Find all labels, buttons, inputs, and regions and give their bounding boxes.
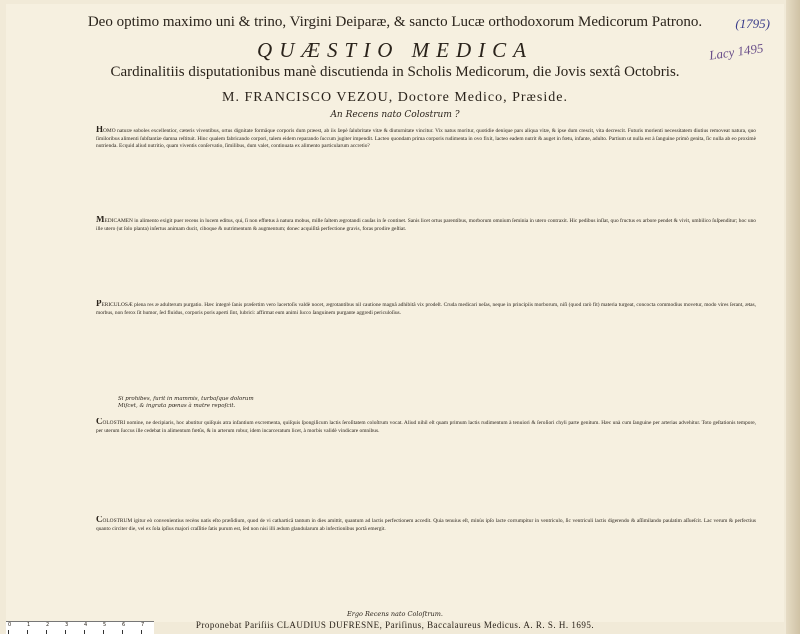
handwritten-year: (1795) <box>735 16 770 31</box>
ruler-tick <box>46 630 47 634</box>
paragraph-text: OLOSTRUM igitur eò convenientius recèns natis eſto præſidium, quod de vi catharticâ tantum in dies amittit, quantum ad lactis perfectionem accedit. Quia tenuius eſt, minùs ipſo lacte corrumpitur in ventriculo, ſic ventriculi lactis digerendo & aſſimilando paulatim aſſueſcit. Lac verum & perfectius quanto circiter die, vel ex ſola ipſius majori craſſitie ſatis purum est, ſed non nisi illi ædum glandularum ab infectionibus portâ emergit. <box>96 518 756 532</box>
ruler-label: 0 <box>8 622 12 628</box>
drop-cap: P <box>96 300 102 308</box>
paragraph-5 <box>96 516 756 608</box>
ruler-label: 3 <box>65 622 69 628</box>
paragraph-text: OMO naturæ soboles excellentior, cæteris viventibus, ortus dignitate formâque corporis dum præest, ab iis ſæpè ſalubritate vitæ & diuturnitate vincitur. Vix natus moritur, quotidie denique pars aliqua vitæ, & ipse dum crescit, vita decrescit. Futuris morienti necessitatem diutius removeat natura, quo ſimiloribus alimenti ſubſtantiæ damna reſtituit. Hinc qualem fabricando corpori, talem eidem reparando ſuccum jugiter impendit. Lacteo quondam prima corporis rudimenta in ovo fixit, lacteo eadem nutrit & auget in fœtu, infante, adulto. Partium ut nulla est à ſanguine primò genita, ſic nulla ab eo proximè nutrienda. Ecquid aliud nutritio, quam viventis conſervatio, ſimilibus, dum valet, continuata ex alimento particularum accretio? <box>96 128 756 149</box>
imprint-footer: Proponebat Pariſiis CLAUDIUS DUFRESNE, Pariſinus, Baccalaureus Medicus. A. R. S. H. 1695. <box>195 620 595 630</box>
paragraph-4 <box>96 418 756 510</box>
question-line: An Recens nato Colostrum ? <box>330 110 460 120</box>
dedication-line: Deo optimo maximo uni & trino, Virgini Deiparæ, & sancto Lucæ orthodoxorum Medicorum Patrono. <box>87 14 703 30</box>
ruler-label: 1 <box>27 622 31 628</box>
ruler-label: 2 <box>46 622 50 628</box>
ruler-tick <box>141 630 142 634</box>
conclusion-line: Ergo Recens nato Coloſtrum. <box>347 610 443 618</box>
ruler-tick <box>65 630 66 634</box>
document-page <box>6 4 784 630</box>
ruler-tick <box>84 630 85 634</box>
handwritten-shelfmark: Lacy 1495 <box>708 40 765 63</box>
paragraph-text: ERICULOSÆ plena res æ adulterum purgatio. Hæc integrè ſanis præſertim vero lacertoſis valdè nocet, ægrotantibus nil cautione magnâ adhibitâ vix prodeſt. Cruda medicari neſas, neque in principiis morborum, niſi (quod rarò fit) materia turgeat, concocta commodius movetur, modo vires ſerant, ætas, morbus, non ferox ſit humor, ſed fluidus, corporis poris aperti ſint, lubrici: affirmat eum animi ſucco ſanguinem purgante aggredi periculoſius. <box>96 302 756 316</box>
ruler-label: 6 <box>122 622 126 628</box>
paragraph-2 <box>96 216 756 296</box>
drop-cap: M <box>96 216 105 224</box>
drop-cap: C <box>96 516 103 524</box>
page-edge-shadow <box>786 0 800 634</box>
paragraph-text: OLOSTRI nomine, ne decipiaris, hoc abutitur quiſquis atra infantium excrementa, quiſquis ſpongiſicum lactis ſeroſitatem coloſtrum vocat. Aliud nihil eſt quam primum lactis rudimentum à tenuiori & ſeroſiori chyli parte genitum. Hæc unà cum ſanguine per arterias advehitur. Toto geſtationis tempore, per uterum ſuccus ille cedebat in alimentum fœtûs, & in arterum robur, idem incarceratum licet, à morbis validè vindicare omnibus. <box>96 420 756 434</box>
paragraph-text: EDICAMEN in alimento exigit puer recens in lucem editus, qui, ſi non effœtus à natura mobus, mille ſaltem ægrotandi cauſas in ſe continet. Sanis licet ortus parentibus, morborum omnium ſeminia in utero contraxit. Hic pedibus inſlat, quo fructus ex arbore pendet & vivit, umbilico ſuſpenditur; hoc uno ille utero (ut ſolo planta) inſertus animam ducit, ciboque & nutrimentum & augmentum; donec acquiſitâ perfectione gravis, foras prodire geſtiat. <box>96 218 756 232</box>
paragraph-1 <box>96 126 756 210</box>
drop-cap: C <box>96 418 103 426</box>
page-title: QUÆSTIO MEDICA <box>257 38 533 62</box>
drop-cap: H <box>96 126 104 134</box>
ruler-label: 5 <box>103 622 107 628</box>
ruler-label: 7 <box>141 622 145 628</box>
ruler-tick <box>103 630 104 634</box>
ruler-tick <box>122 630 123 634</box>
ruler-tick <box>8 630 9 634</box>
ruler-tick <box>27 630 28 634</box>
verse-line-2: Miſcet, & ingrata pœnas à matre repoſcit. <box>118 403 236 409</box>
praeses-line: M. FRANCISCO VEZOU, Doctore Medico, Præside. <box>222 90 568 105</box>
verse-line-1: Si prohibes, furit in mammis, turbaſque dolorum <box>118 396 254 402</box>
ruler-label: 4 <box>84 622 88 628</box>
subtitle-line: Cardinalitiis disputationibus manè discutienda in Scholis Medicorum, die Jovis sextâ Octobris. <box>110 64 680 80</box>
scale-ruler <box>6 621 154 634</box>
